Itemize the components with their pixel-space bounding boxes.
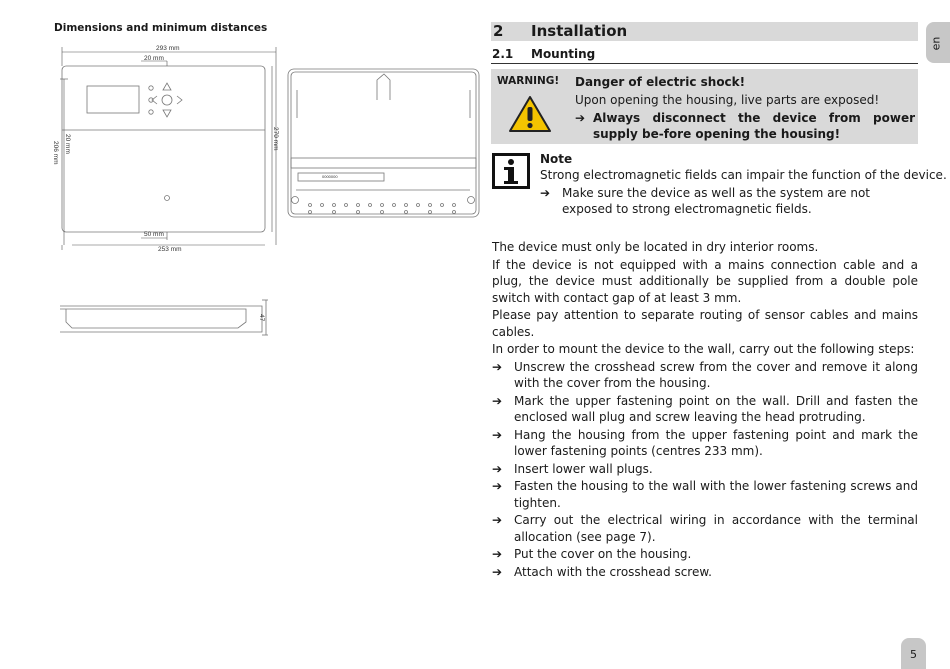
dim-offset-bottom: 50 mm [144, 231, 164, 238]
step-item [492, 478, 918, 511]
warning-text: Upon opening the housing, live parts are exposed! [575, 93, 880, 107]
arrow-right-icon: ➔ [492, 513, 503, 527]
step-text: Put the cover on the housing. [514, 547, 692, 561]
step-text: Fasten the housing to the wall with the lower fastening screws and tighten. [514, 479, 918, 510]
subsection-number: 2.1 [492, 47, 514, 61]
language-tab-label: en [929, 36, 943, 51]
step-item [492, 427, 918, 460]
arrow-right-icon: ➔ [540, 186, 551, 200]
arrow-right-icon: ➔ [575, 111, 586, 125]
dim-height-right: 270 mm [272, 127, 279, 151]
note-text: Strong electromagnetic fields can impair the function of the device. [540, 168, 947, 182]
step-item [492, 359, 918, 392]
dim-offset-left: 20 mm [64, 134, 71, 154]
figure-title: Dimensions and minimum distances [54, 22, 268, 34]
step-text: Attach with the crosshead screw. [514, 564, 712, 579]
rear-label: 0000000 [322, 174, 338, 179]
step-item [492, 461, 918, 478]
dim-width-bottom: 253 mm [158, 246, 182, 253]
paragraph: Please pay attention to separate routing of sensor cables and mains cables. [492, 308, 918, 339]
dim-offset-top: 20 mm [144, 55, 164, 62]
section-number: 2 [493, 22, 504, 40]
body-text [492, 239, 918, 581]
arrow-right-icon: ➔ [492, 427, 503, 442]
arrow-right-icon: ➔ [492, 547, 503, 561]
step-text: Mark the upper fastening point on the wall. Drill and fasten the enclosed wall plug and screw leaving the head protruding. [514, 393, 918, 424]
note-action [540, 185, 918, 217]
warning-action [575, 110, 915, 142]
step-item [492, 393, 918, 426]
subsection-title: Mounting [531, 47, 596, 61]
side-view [60, 300, 268, 335]
section-title: Installation [531, 22, 628, 40]
arrow-right-icon: ➔ [492, 393, 503, 408]
warning-action-text: Always disconnect the device from power supply be-fore opening the housing! [593, 111, 915, 141]
dim-width-top: 293 mm [156, 45, 180, 52]
arrow-right-icon: ➔ [492, 564, 503, 579]
step-item [492, 564, 918, 581]
step-item [492, 546, 918, 563]
warning-label: WARNING! [497, 75, 560, 87]
front-view [62, 66, 265, 232]
paragraph: In order to mount the device to the wall, carry out the following steps: [492, 342, 915, 356]
dim-depth: 47 [258, 314, 265, 322]
arrow-right-icon: ➔ [492, 359, 503, 374]
step-text: Carry out the electrical wiring in accordance with the terminal allocation (see page 7). [514, 513, 918, 544]
paragraph: The device must only be located in dry interior rooms. [492, 240, 819, 254]
note-heading: Note [540, 152, 573, 166]
warning-triangle-icon [508, 94, 552, 134]
step-text: Unscrew the crosshead screw from the cover and remove it along with the cover from the housing. [514, 359, 918, 390]
subsection-rule [491, 63, 918, 64]
info-icon [492, 153, 530, 189]
note-action-text: Make sure the device as well as the system are not exposed to strong electromagnetic fields. [562, 186, 870, 216]
page-number: 5 [910, 648, 917, 661]
warning-heading: Danger of electric shock! [575, 75, 746, 89]
dim-height-left: 206 mm [52, 141, 59, 165]
arrow-right-icon: ➔ [492, 461, 503, 476]
step-text: Hang the housing from the upper fastening point and mark the lower fastening points (centres 233 mm). [514, 427, 918, 458]
step-text: Insert lower wall plugs. [514, 461, 653, 476]
rear-view [288, 69, 479, 217]
arrow-right-icon: ➔ [492, 479, 503, 493]
paragraph: If the device is not equipped with a mains connection cable and a plug, the device must additionally be supplied from a double pole switch with contact gap of at least 3 mm. [492, 257, 918, 305]
step-item [492, 512, 918, 545]
